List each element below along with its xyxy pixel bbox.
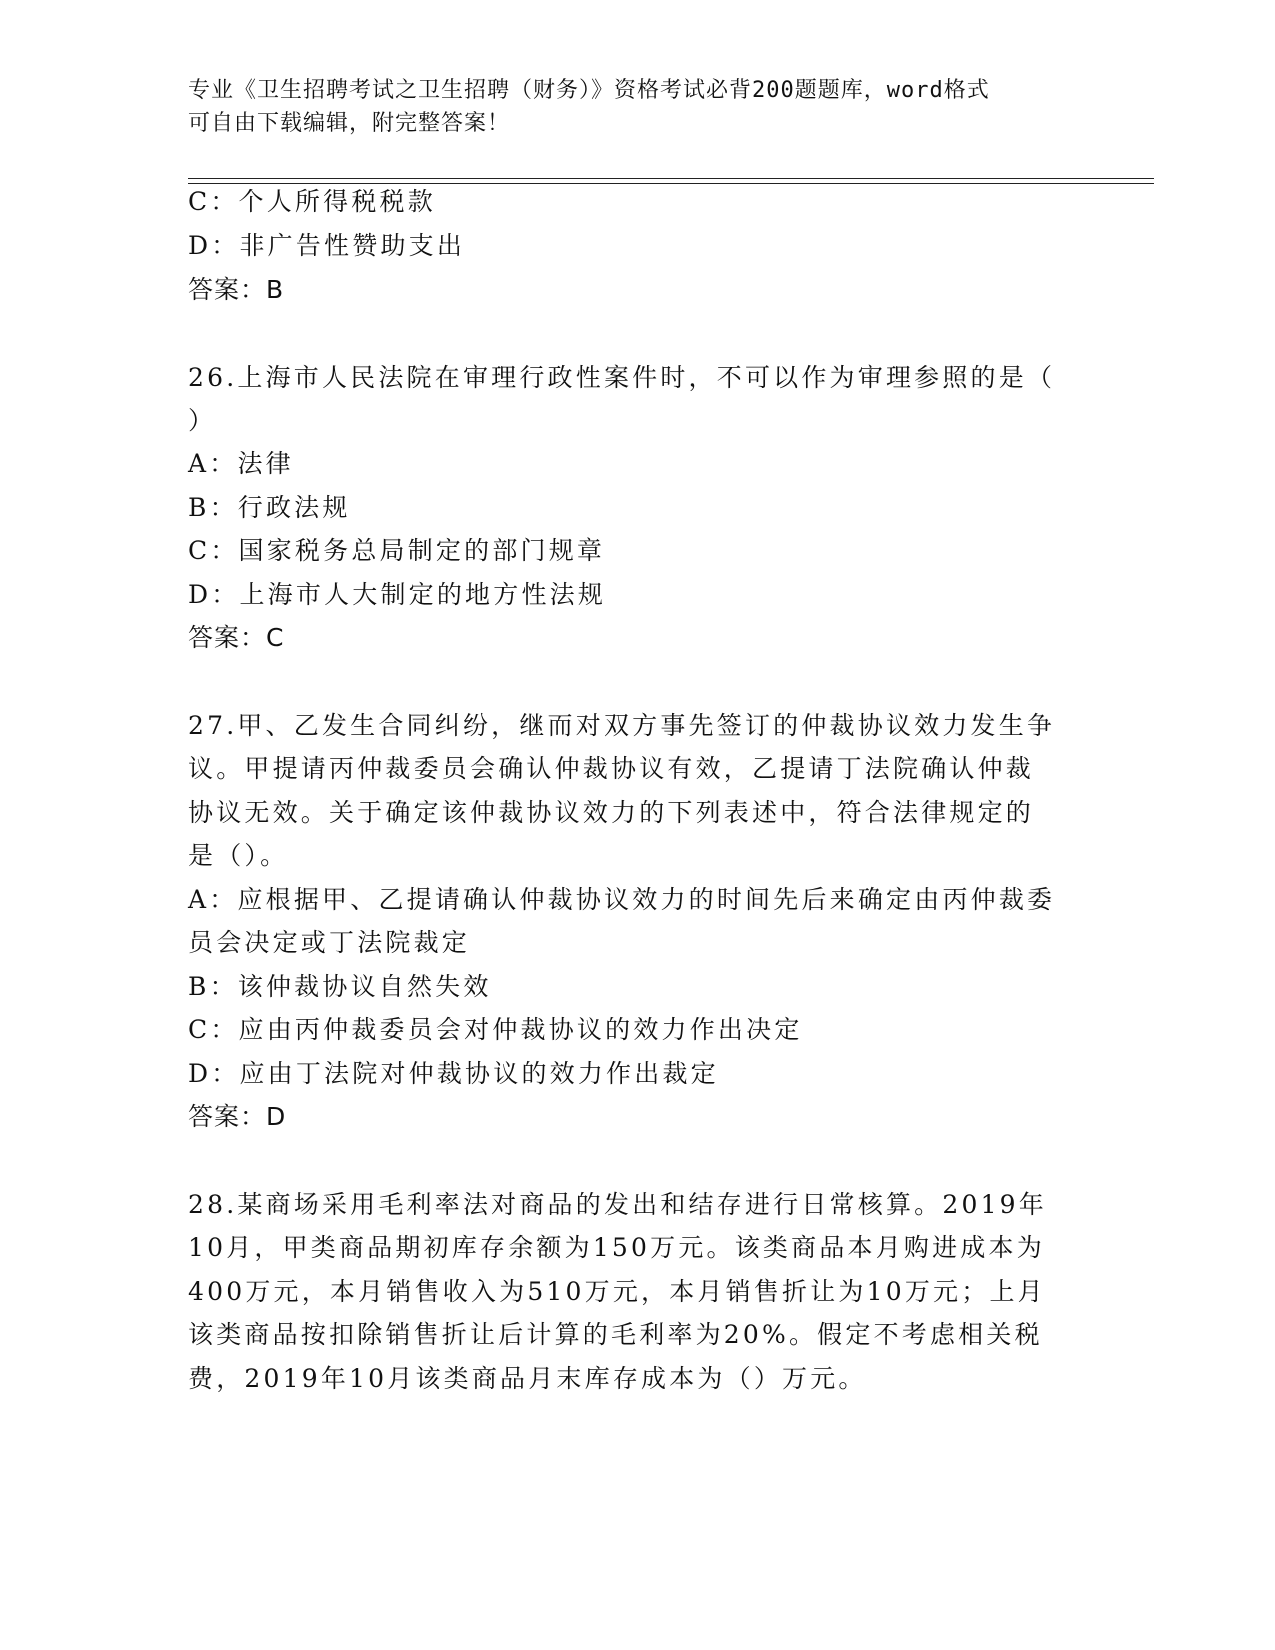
header-line-2: 可自由下载编辑，附完整答案！ <box>188 111 511 136</box>
q26-option-a: A：法律 <box>188 449 294 478</box>
q27-stem-line-3: 协议无效。关于确定该仲裁协议效力的下列表述中，符合法律规定的 <box>188 798 1035 827</box>
q26-option-d: D：上海市人大制定的地方性法规 <box>188 580 607 609</box>
q26-option-c: C：国家税务总局制定的部门规章 <box>188 536 606 565</box>
header-rule-top <box>188 178 1154 179</box>
q25-option-c: C：个人所得税税款 <box>188 187 436 216</box>
q25-option-d: D：非广告性赞助支出 <box>188 231 466 260</box>
document-header <box>188 74 1068 140</box>
q27-stem-line-4: 是（）。 <box>188 841 289 870</box>
q26-option-b: B：行政法规 <box>188 493 351 522</box>
q28-stem-line-1: 28.某商场采用毛利率法对商品的发出和结存进行日常核算。2019年 <box>188 1190 1047 1219</box>
q27-option-a-line-1: A：应根据甲、乙提请确认仲裁协议效力的时间先后来确定由丙仲裁委 <box>188 885 1056 914</box>
q25-answer: 答案：B <box>188 275 285 304</box>
q27-stem-line-2: 议。甲提请丙仲裁委员会确认仲裁协议有效，乙提请丁法院确认仲裁 <box>188 754 1035 783</box>
q26-stem-line-1: 26.上海市人民法院在审理行政性案件时，不可以作为审理参照的是（ <box>188 363 1056 392</box>
q27-stem-line-1: 27.甲、乙发生合同纠纷，继而对双方事先签订的仲裁协议效力发生争 <box>188 711 1056 740</box>
q27-option-b: B：该仲裁协议自然失效 <box>188 972 492 1001</box>
q27-option-d: D：应由丁法院对仲裁协议的效力作出裁定 <box>188 1059 719 1088</box>
q28-stem-line-3: 400万元，本月销售收入为510万元，本月销售折让为10万元；上月 <box>188 1277 1046 1306</box>
q26-stem-line-2: ） <box>188 406 217 435</box>
q28-stem-line-4: 该类商品按扣除销售折让后计算的毛利率为20%。假定不考虑相关税 <box>188 1320 1043 1349</box>
q27-option-a-line-2: 员会决定或丁法院裁定 <box>188 928 471 957</box>
q27-option-c: C：应由丙仲裁委员会对仲裁协议的效力作出决定 <box>188 1015 803 1044</box>
header-line-1: 专业《卫生招聘考试之卫生招聘（财务）》资格考试必背200题题库，word格式 <box>188 78 990 103</box>
q28-stem-line-5: 费，2019年10月该类商品月末库存成本为（）万元。 <box>188 1364 867 1393</box>
q27-answer: 答案：D <box>188 1102 287 1131</box>
header-rule-bottom <box>188 183 1154 184</box>
q26-answer: 答案：C <box>188 623 285 652</box>
q28-stem-line-2: 10月，甲类商品期初库存余额为150万元。该类商品本月购进成本为 <box>188 1233 1045 1262</box>
